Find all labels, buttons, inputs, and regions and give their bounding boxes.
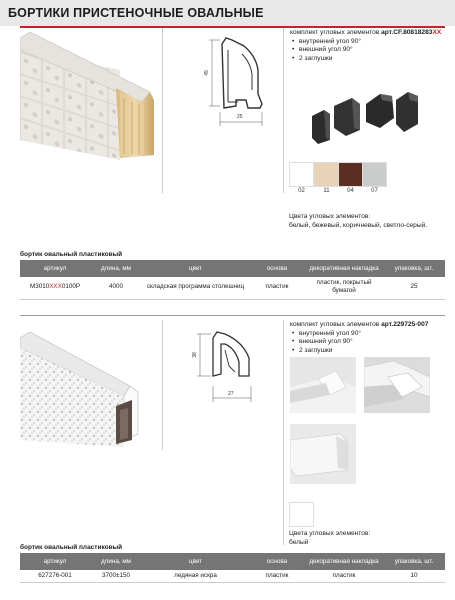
- product1-kit-info: [290, 29, 450, 63]
- divider: [162, 320, 163, 450]
- swatch-code: 02: [298, 188, 305, 194]
- col-header: основа: [249, 553, 305, 570]
- divider: [283, 320, 284, 545]
- outer-corner-photo: [364, 357, 430, 413]
- color-swatch: [314, 162, 339, 187]
- swatch-code: 11: [323, 188, 330, 194]
- kit-item: • внешний угол 90°: [299, 46, 450, 55]
- kit-item: • внешний угол 90°: [299, 338, 450, 347]
- col-header: артикул: [20, 553, 90, 570]
- width-dimension: 27: [228, 391, 234, 397]
- cell-length: 4000: [108, 282, 123, 290]
- swatch-code: 04: [347, 188, 354, 194]
- product1-photo: [20, 30, 160, 160]
- color-swatch: [289, 502, 314, 527]
- table-title: бортик овальный пластиковый: [20, 251, 123, 258]
- cell-article: 627276-001: [38, 572, 72, 579]
- width-dimension: 25: [237, 114, 243, 120]
- cell-pack: 10: [410, 572, 418, 579]
- kit-item: • внутренний угол 90°: [299, 38, 450, 47]
- end-cap-photo: [290, 424, 356, 484]
- product2-photo: [20, 322, 160, 447]
- color-swatch: [338, 162, 363, 187]
- cell-article: M3010XXX0100P: [29, 282, 81, 290]
- cell-pack: 25: [410, 282, 418, 290]
- cell-color: складская программа столешниц: [146, 282, 245, 290]
- color-swatch: [289, 162, 314, 187]
- table-bottom-rule: [20, 582, 445, 583]
- divider: [283, 28, 284, 193]
- height-dimension: 38: [191, 352, 198, 358]
- product2-kit-info: [290, 321, 450, 355]
- table-header-row: [20, 553, 445, 570]
- product1-corner-pieces: [300, 88, 430, 148]
- corner-colors-note: Цвета угловых элементов: белый, бежевый, коричневый, светло-серый.: [289, 213, 428, 229]
- product1-spec-table: [20, 260, 445, 296]
- col-header: артикул: [20, 260, 90, 277]
- col-header: декоративная накладка: [305, 260, 383, 277]
- col-header: декоративная накладка: [305, 553, 383, 570]
- page-header: [0, 0, 455, 26]
- cell-base: пластик: [265, 572, 289, 579]
- table-bottom-rule: [20, 299, 445, 300]
- cell-overlay: пластик: [332, 572, 356, 579]
- cell-base: пластик: [265, 282, 289, 290]
- col-header: цвет: [142, 553, 249, 570]
- color-swatch: [362, 162, 387, 187]
- kit-item: • внутренний угол 90°: [299, 330, 450, 339]
- table-title: бортик овальный пластиковый: [20, 544, 123, 551]
- cell-length: 3700±150: [102, 572, 130, 579]
- divider: [162, 28, 163, 193]
- col-header: длина, мм: [90, 553, 142, 570]
- height-dimension: 45: [203, 70, 210, 76]
- kit-item: • 2 заглушки: [299, 55, 450, 64]
- product2-profile-drawing: [185, 326, 270, 406]
- kit-heading: комплект угловых элементов арт.229725-007: [290, 321, 429, 328]
- col-header: цвет: [142, 260, 249, 277]
- table-row: [20, 570, 445, 582]
- inner-corner-photo: [290, 357, 356, 413]
- kit-item: • 2 заглушки: [299, 347, 450, 356]
- product2-spec-table: [20, 553, 445, 582]
- table-header-row: [20, 260, 445, 277]
- title-underline: [20, 26, 445, 28]
- cell-overlay: пластик, покрытый бумагой: [316, 279, 372, 294]
- corner-colors-note: Цвета угловых элементов: белый: [289, 530, 371, 546]
- section-divider: [20, 315, 445, 316]
- kit-heading: комплект угловых элементов арт.CF.80818283XX: [290, 29, 442, 36]
- col-header: упаковка, шт.: [383, 553, 445, 570]
- cell-color: ледяная искра: [174, 572, 217, 579]
- product1-profile-drawing: [192, 30, 277, 140]
- table-row: [20, 277, 445, 296]
- page-title: БОРТИКИ ПРИСТЕНОЧНЫЕ ОВАЛЬНЫЕ: [8, 6, 264, 20]
- swatch-code: 07: [371, 188, 378, 194]
- col-header: упаковка, шт.: [383, 260, 445, 277]
- col-header: длина, мм: [90, 260, 142, 277]
- col-header: основа: [249, 260, 305, 277]
